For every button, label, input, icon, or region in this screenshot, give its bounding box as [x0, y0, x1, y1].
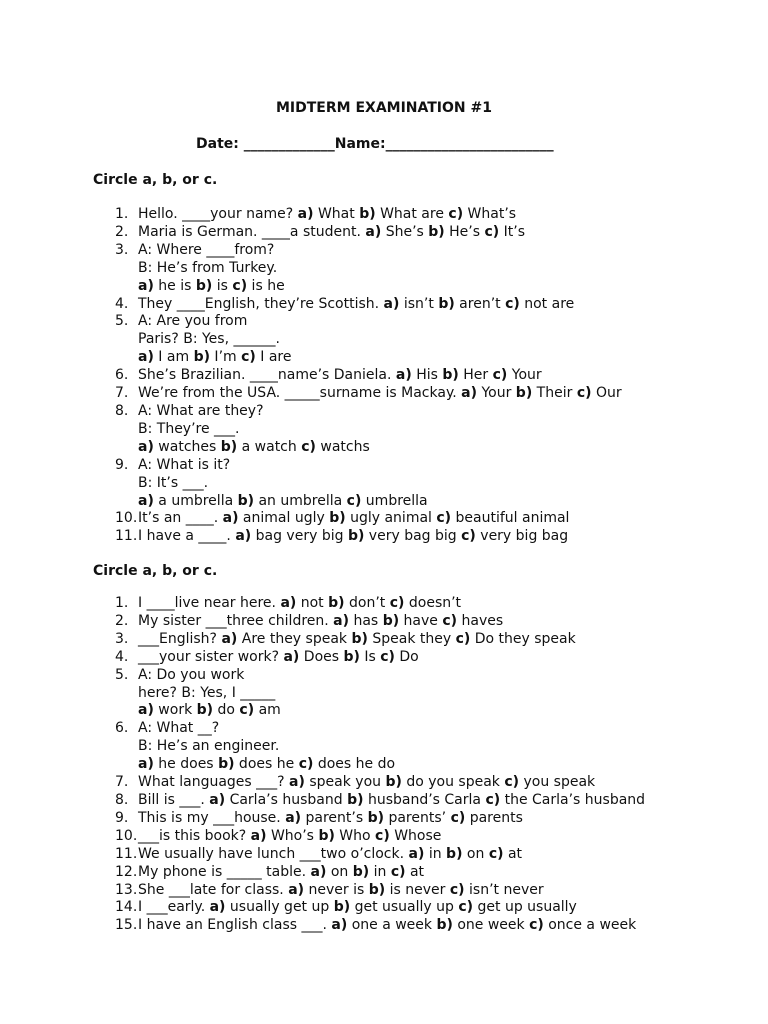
question-line: here? B: Yes, I _____ — [138, 684, 276, 701]
question-line: What languages ___? a) speak you b) do you speak c) you speak — [138, 774, 596, 791]
question-line: Hello. ____your name? a) What b) What are c) What’s — [138, 206, 517, 222]
question-line: A: Where ____from? — [138, 241, 275, 258]
question-line: B: It’s ___. — [138, 474, 209, 491]
question-line: ___English? a) Are they speak b) Speak they c) Do they speak — [138, 630, 576, 647]
question-line: B: He’s an engineer. — [138, 738, 280, 755]
question-number: 8. — [115, 402, 129, 419]
question-line: I have an English class ___. a) one a week b) one week c) once a week — [138, 917, 637, 934]
question-number: 11. — [115, 528, 138, 545]
question-number: 14. — [115, 899, 138, 916]
section2-question-10 — [93, 828, 753, 846]
question-number: 11. — [115, 845, 138, 862]
question-number: 8. — [115, 791, 129, 808]
question-number: 7. — [115, 385, 129, 402]
question-line: a) he is b) is c) is he — [138, 277, 285, 294]
question-line: I ___early. a) usually get up b) get usually up c) get up usually — [138, 899, 577, 916]
question-line: a) he does b) does he c) does he do — [138, 756, 396, 773]
section2-question-5 — [93, 667, 753, 721]
question-line: Maria is German. ____a student. a) She’s b) He’s c) It’s — [138, 223, 526, 240]
question-line: We’re from the USA. _____surname is Mackay. a) Your b) Their c) Our — [138, 385, 622, 402]
section2-question-8 — [93, 792, 753, 810]
question-line: A: Do you work — [138, 666, 245, 683]
question-number: 15. — [115, 917, 138, 934]
question-line: They ____English, they’re Scottish. a) isn’t b) aren’t c) not are — [138, 295, 575, 312]
question-line: It’s an ____. a) animal ugly b) ugly animal c) beautiful animal — [138, 510, 570, 527]
section2-question-9 — [93, 810, 753, 828]
section1-question-10 — [93, 510, 753, 528]
question-line: She’s Brazilian. ____name’s Daniela. a) His b) Her c) Your — [138, 367, 542, 384]
question-number: 10. — [115, 510, 138, 527]
question-line: A: What are they? — [138, 402, 264, 419]
section2-heading: Circle a, b, or c. — [93, 563, 218, 579]
question-number: 2. — [115, 223, 129, 240]
question-number: 3. — [115, 630, 129, 647]
question-number: 2. — [115, 612, 129, 629]
question-number: 5. — [115, 313, 129, 330]
section1-question-2 — [93, 224, 753, 242]
section1-question-11 — [93, 528, 753, 546]
section2-question-2 — [93, 613, 753, 631]
question-line: My phone is _____ table. a) on b) in c) at — [138, 863, 425, 880]
question-line: This is my ___house. a) parent’s b) parents’ c) parents — [138, 809, 523, 826]
page-title: MIDTERM EXAMINATION #1 — [276, 100, 492, 116]
date-name-line: Date: _____________Name:________________________ — [196, 136, 554, 152]
question-line: ___your sister work? a) Does b) Is c) Do — [138, 648, 419, 665]
question-number: 10. — [115, 827, 138, 844]
question-number: 4. — [115, 648, 129, 665]
question-number: 6. — [115, 367, 129, 384]
question-line: We usually have lunch ___two o’clock. a) in b) on c) at — [138, 845, 523, 862]
question-line: ___is this book? a) Who’s b) Who c) Whose — [138, 827, 442, 844]
question-line: My sister ___three children. a) has b) have c) haves — [138, 612, 504, 629]
question-number: 9. — [115, 456, 129, 473]
question-number: 5. — [115, 666, 129, 683]
section1-question-6 — [93, 367, 753, 385]
section2-question-4 — [93, 649, 753, 667]
question-line: I have a ____. a) bag very big b) very bag big c) very big bag — [138, 528, 569, 545]
question-number: 1. — [115, 595, 129, 611]
section2-question-15 — [93, 917, 753, 935]
question-line: a) I am b) I’m c) I are — [138, 349, 292, 366]
question-line: I ____live near here. a) not b) don’t c) doesn’t — [138, 595, 462, 611]
question-number: 7. — [115, 774, 129, 791]
section1-question-8 — [93, 403, 753, 457]
question-line: a) work b) do c) am — [138, 702, 281, 719]
section2-question-11 — [93, 846, 753, 864]
question-number: 3. — [115, 241, 129, 258]
question-line: A: What is it? — [138, 456, 231, 473]
section2-question-1 — [93, 595, 753, 613]
section1-question-9 — [93, 457, 753, 511]
section2-question-14 — [93, 899, 753, 917]
question-line: B: He’s from Turkey. — [138, 259, 278, 276]
question-line: B: They’re ___. — [138, 420, 240, 437]
section2-question-6 — [93, 720, 753, 774]
section2-question-list — [93, 595, 753, 935]
section2-question-12 — [93, 864, 753, 882]
section2-question-13 — [93, 882, 753, 900]
question-line: Bill is ___. a) Carla’s husband b) husband’s Carla c) the Carla’s husband — [138, 791, 646, 808]
section2-question-3 — [93, 631, 753, 649]
section1-question-7 — [93, 385, 753, 403]
question-line: A: What __? — [138, 720, 220, 737]
section1-question-4 — [93, 296, 753, 314]
question-number: 13. — [115, 881, 138, 898]
section2-question-7 — [93, 774, 753, 792]
section1-question-list — [93, 206, 753, 546]
section1-question-3 — [93, 242, 753, 296]
question-number: 4. — [115, 295, 129, 312]
question-line: a) watches b) a watch c) watchs — [138, 438, 370, 455]
section1-question-5 — [93, 313, 753, 367]
question-line: She ___late for class. a) never is b) is never c) isn’t never — [138, 881, 544, 898]
question-number: 12. — [115, 863, 138, 880]
question-line: A: Are you from — [138, 313, 248, 330]
question-number: 6. — [115, 720, 129, 737]
question-number: 9. — [115, 809, 129, 826]
section1-question-1 — [93, 206, 753, 224]
question-number: 1. — [115, 206, 129, 222]
question-line: Paris? B: Yes, ______. — [138, 331, 280, 348]
question-line: a) a umbrella b) an umbrella c) umbrella — [138, 492, 428, 509]
section1-heading: Circle a, b, or c. — [93, 172, 218, 188]
